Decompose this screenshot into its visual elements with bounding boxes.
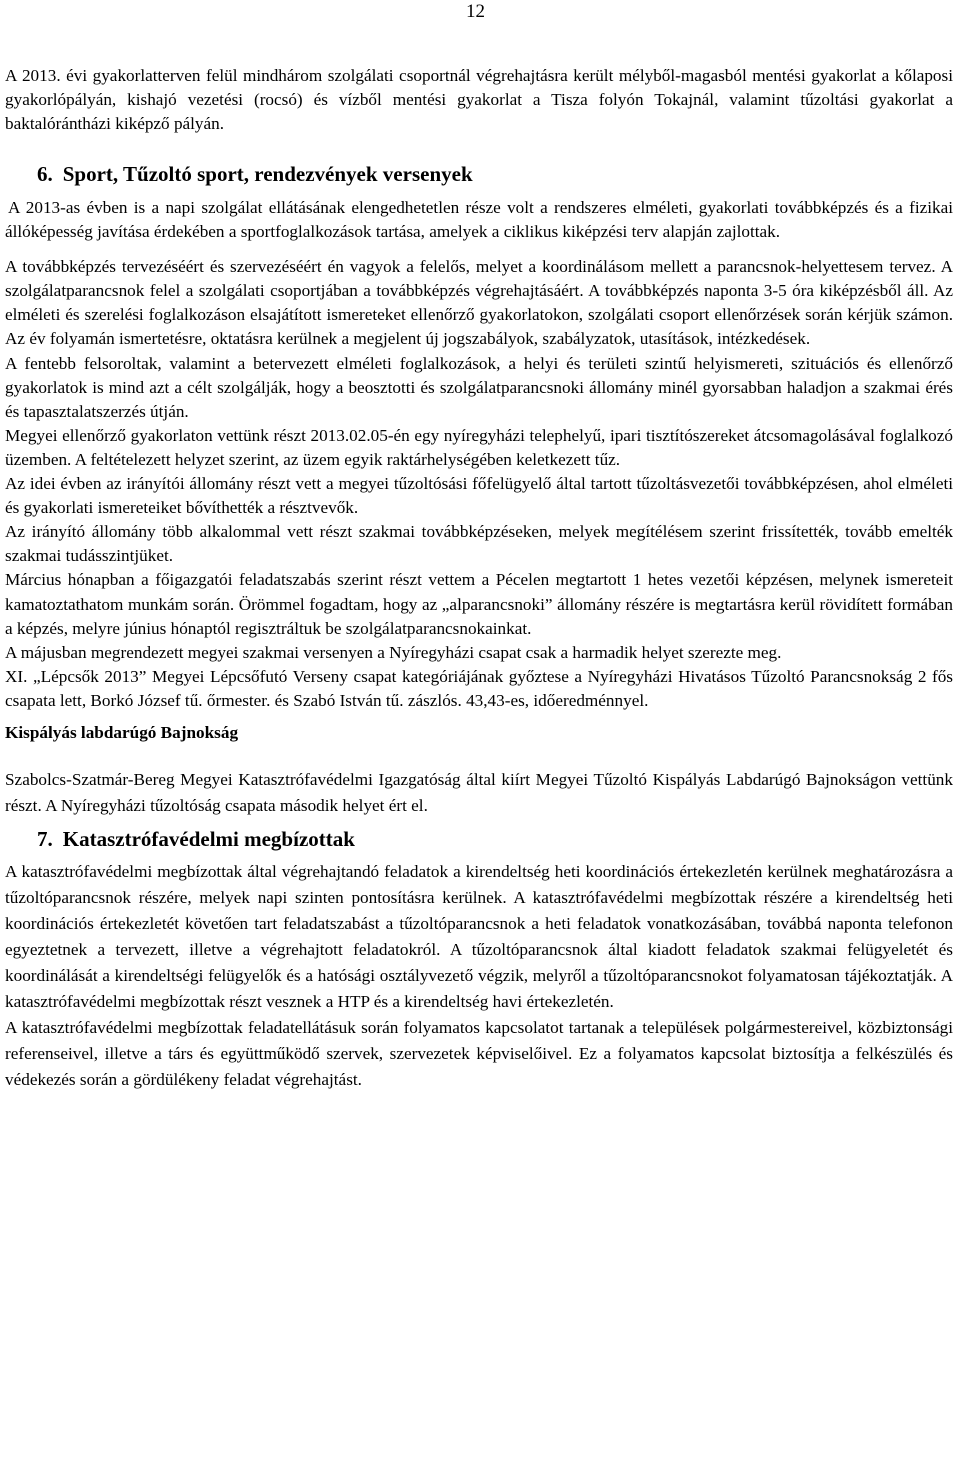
section-6-paragraph-8: A májusban megrendezett megyei szakmai versenyen a Nyíregyházi csapat csak a harmadik helyet szerezte meg. [5, 642, 782, 662]
section-6-title: Sport, Tűzoltó sport, rendezvények versenyek [62, 162, 473, 186]
section-6-paragraph-9: XI. „Lépcsők 2013” Megyei Lépcsőfutó Verseny csapat kategóriájának győztese a Nyíregyházi Hivatásos Tűzoltó Parancsnokság 2 fős csapata lett, Borkó József tű. őrmester. és Szabó István tű. zászlós. 43,43-es, időeredménnyel. [5, 666, 953, 710]
football-heading: Kispályás labdarúgó Bajnokság [5, 722, 239, 742]
section-6-paragraph-6: Az irányító állomány több alkalommal vett részt szakmai továbbképzéseken, melyek megítélésem szerint frissítették, tovább emelték szakmai tudásszintjüket. [5, 522, 953, 566]
intro-paragraph: A 2013. évi gyakorlatterven felül mindhárom szolgálati csoportnál végrehajtásra került mélyből-magasból mentési gyakorlat a kőlaposi gyakorlópályán, kishajó vezetési (rocsó) és vízből mentési gyakorlat a Tisza folyón Tokajnál, valamint tűzoltási gyakorlat a baktalórántházi kiképző pályán. [5, 66, 953, 133]
section-7 [5, 825, 953, 1093]
section-7-number: 7. [37, 827, 53, 852]
football-championship [5, 721, 953, 819]
section-6 [5, 160, 953, 713]
section-6-number: 6. [37, 162, 53, 186]
section-6-paragraph-4: Megyei ellenőrző gyakorlaton vettünk részt 2013.02.05-én egy nyíregyházi telephelyű, ipari tisztítószereket átcsomagolásával foglalkozó üzemben. A feltételezett helyzet szerint, az üzem egyik raktárhelységében keletkezett tűz. [5, 425, 953, 469]
document-body [5, 64, 953, 1093]
section-6-paragraph-3: A fentebb felsoroltak, valamint a betervezett elméleti foglalkozások, a helyi és területi szintű helyismereti, szituációs és ellenőrző gyakorlatok is mind azt a célt szolgálják, hogy a beosztotti és szolgálatparancsnoki állomány minél gyorsabban haladjon a szakmai érés és tapasztalatszerzés útján. [5, 353, 953, 421]
football-paragraph: Szabolcs-Szatmár-Bereg Megyei Katasztrófavédelmi Igazgatóság által kiírt Megyei Tűzoltó Kispályás Labdarúgó Bajnokságon vettünk részt. A Nyíregyházi tűzoltóság csapata második helyet ért el. [5, 769, 953, 816]
section-6-paragraph-2: A továbbképzés tervezéséért és szervezéséért én vagyok a felelős, melyet a koordinálásom mellett a parancsnok-helyettesem tervez. A szolgálatparancsnok felel a szolgálati csoportjában a továbbképzés végrehajtásáért. A továbbképzés naponta 3-5 óra kiképzésből áll. Az elméleti és szerelési foglalkozáson elsajátított ismereteket ellenőrző gyakorlatokon, szolgálati csoport ellenőrzések során kérjük számon. Az év folyamán ismertetésre, oktatásra kerülnek a megjelent új jogszabályok, szabályzatok, utasítások, intézkedések. [5, 257, 953, 349]
section-6-heading [37, 160, 953, 188]
page-number: 12 [466, 1, 485, 22]
section-6-paragraph-7: Március hónapban a főigazgatói feladatszabás szerint részt vettem a Pécelen megtartott 1 hetes vezetői képzésen, melynek ismereteit kamatoztathatom munkám során. Örömmel fogadtam, hogy az „alparancsnoki” állomány részére is megtartásra kerül rövidített formában a képzés, melyre június hónaptól regisztráltuk be szolgálatparancsnokainkat. [5, 570, 953, 638]
section-7-title: Katasztrófavédelmi megbízottak [62, 827, 355, 852]
section-6-paragraph-1: A 2013-as évben is a napi szolgálat ellátásának elengedhetetlen része volt a rendszeres elméleti, gyakorlati továbbképzés és a fizikai állóképesség javítása érdekében a sportfoglalkozások tartása, amelyek a ciklikus kiképzési terv alapján zajlottak. [5, 198, 953, 242]
section-6-paragraph-5: Az idei évben az irányítói állomány részt vett a megyei tűzoltósási főfelügyelő által tartott tűzoltásvezetői továbbképzésen, ahol elméleti és gyakorlati ismereteiket bővíthették a résztvevők. [5, 474, 953, 518]
section-7-paragraph-2: A katasztrófavédelmi megbízottak feladatellátásuk során folyamatos kapcsolatot tartanak a települések polgármestereivel, közbiztonsági referenseivel, illetve a társ és együttműködő szervek, szervezetek képviselőivel. Ez a folyamatos kapcsolat biztosítja a felkészülés és védekezés során a gördülékeny feladat végrehajtást. [5, 1018, 953, 1090]
section-7-heading [37, 825, 953, 853]
section-7-paragraph-1: A katasztrófavédelmi megbízottak által végrehajtandó feladatok a kirendeltség heti koordinációs értekezletén kerülnek meghatározásra a tűzoltóparancsnok részére, melyek napi szinten pontosításra kerülnek. A katasztrófavédelmi megbízottak részére a kirendeltség heti koordinációs értekezletét követően tart feladatszabást a tűzoltóparancsnok a heti feladatok vonatkozásában, továbbá naponta telefonon egyeztetnek a tervezett, illetve a végrehajtott feladatokról. A tűzoltóparancsnok által kiadott feladatok szakmai felügyeletét és koordinálását a kirendeltségi felügyelők és a hatósági osztályvezető végzik, melyről a tűzoltóparancsnokot folyamatosan tájékoztatják. A katasztrófavédelmi megbízottak részt vesznek a HTP és a kirendeltség havi értekezletén. [5, 862, 953, 1012]
